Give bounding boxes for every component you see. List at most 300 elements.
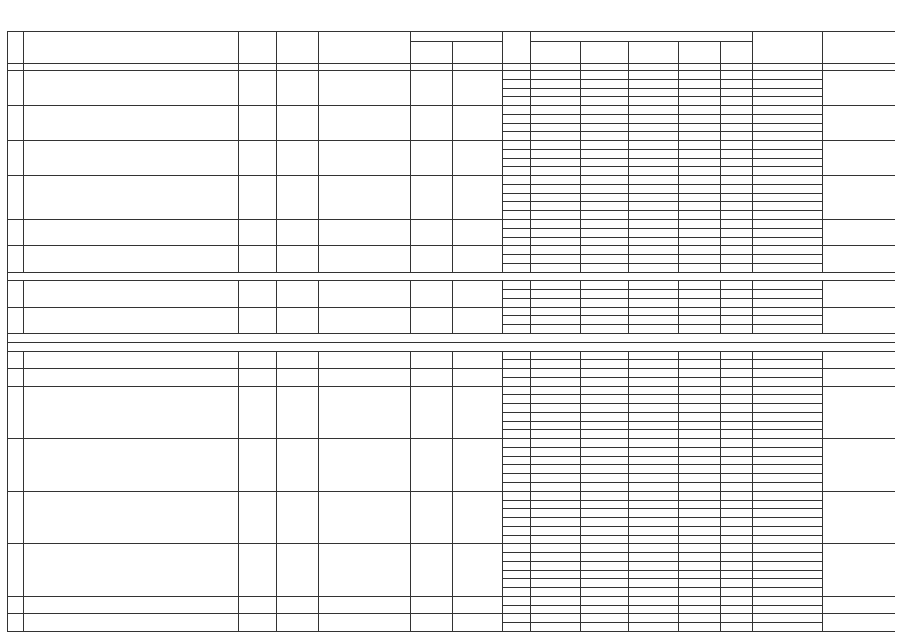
funding-extra <box>753 491 823 500</box>
funding-federal <box>581 71 629 80</box>
funding-total <box>531 79 581 88</box>
build-period <box>277 351 319 369</box>
funding-extra <box>753 211 823 220</box>
funding-federal <box>581 263 629 272</box>
funding-other <box>721 132 753 141</box>
funding-total <box>531 500 581 509</box>
funding-regional <box>629 447 679 456</box>
funding-other <box>721 614 753 623</box>
funding-total <box>531 553 581 562</box>
section-row <box>8 342 896 351</box>
funding-extra <box>753 360 823 369</box>
funding-local <box>679 71 721 80</box>
funding-extra <box>753 132 823 141</box>
funding-extra <box>753 97 823 106</box>
row-number <box>8 220 24 246</box>
beneficiary <box>823 491 896 544</box>
funding-extra <box>753 141 823 150</box>
column-index <box>721 64 753 71</box>
financing-year <box>503 114 531 123</box>
funding-other <box>721 421 753 430</box>
funding-total <box>531 167 581 176</box>
object-capacity <box>239 491 277 544</box>
estimated-cost <box>411 281 453 307</box>
estimated-cost <box>411 246 453 272</box>
object-name <box>24 220 239 246</box>
funding-local <box>679 220 721 229</box>
funding-federal <box>581 561 629 570</box>
funding-other <box>721 623 753 632</box>
financing-year <box>503 255 531 264</box>
funding-federal <box>581 79 629 88</box>
funding-extra <box>753 596 823 605</box>
funding-extra <box>753 412 823 421</box>
funding-other <box>721 255 753 264</box>
funding-federal <box>581 123 629 132</box>
build-period <box>277 246 319 272</box>
object-capacity <box>239 106 277 141</box>
financing-year <box>503 386 531 395</box>
financing-year <box>503 465 531 474</box>
object-capacity <box>239 386 277 439</box>
section-title <box>8 333 896 342</box>
object-capacity <box>239 544 277 597</box>
funding-other <box>721 482 753 491</box>
funding-regional <box>629 421 679 430</box>
funding-total <box>531 377 581 386</box>
funding-regional <box>629 518 679 527</box>
beneficiary <box>823 614 896 632</box>
funding-other <box>721 167 753 176</box>
header-group-funding <box>531 32 753 42</box>
funding-local <box>679 202 721 211</box>
funding-other <box>721 579 753 588</box>
funding-regional <box>629 395 679 404</box>
estimated-cost <box>411 351 453 369</box>
funding-regional <box>629 474 679 483</box>
funding-local <box>679 141 721 150</box>
row-number <box>8 614 24 632</box>
year-row <box>8 491 896 500</box>
estimated-cost <box>411 491 453 544</box>
financing-year <box>503 535 531 544</box>
funding-other <box>721 79 753 88</box>
financing-year <box>503 588 531 597</box>
funding-extra <box>753 281 823 290</box>
funding-regional <box>629 623 679 632</box>
funding-local <box>679 491 721 500</box>
row-number <box>8 386 24 439</box>
beneficiary <box>823 386 896 439</box>
build-period <box>277 71 319 106</box>
funding-regional <box>629 228 679 237</box>
funding-total <box>531 123 581 132</box>
funding-local <box>679 106 721 115</box>
column-index <box>453 64 503 71</box>
column-index <box>753 64 823 71</box>
object-capacity <box>239 596 277 614</box>
funding-other <box>721 386 753 395</box>
funding-total <box>531 325 581 334</box>
funding-extra <box>753 500 823 509</box>
funding-local <box>679 465 721 474</box>
estimated-cost <box>411 176 453 220</box>
funding-regional <box>629 439 679 448</box>
table-body <box>8 32 896 632</box>
funding-total <box>531 228 581 237</box>
design-documentation <box>319 281 411 307</box>
funding-extra <box>753 465 823 474</box>
funding-total <box>531 456 581 465</box>
financing-year <box>503 71 531 80</box>
funding-federal <box>581 316 629 325</box>
funding-other <box>721 377 753 386</box>
funding-extra <box>753 255 823 264</box>
row-number <box>8 351 24 369</box>
financing-year <box>503 263 531 272</box>
funding-regional <box>629 255 679 264</box>
estimated-cost <box>411 307 453 333</box>
funding-regional <box>629 290 679 299</box>
remaining-cost <box>453 141 503 176</box>
design-documentation <box>319 307 411 333</box>
funding-other <box>721 193 753 202</box>
financing-year <box>503 123 531 132</box>
year-row <box>8 246 896 255</box>
build-period <box>277 307 319 333</box>
build-period <box>277 369 319 387</box>
financing-year <box>503 307 531 316</box>
funding-total <box>531 509 581 518</box>
object-capacity <box>239 246 277 272</box>
funding-total <box>531 193 581 202</box>
funding-extra <box>753 71 823 80</box>
funding-extra <box>753 570 823 579</box>
funding-other <box>721 360 753 369</box>
funding-other <box>721 518 753 527</box>
object-name <box>24 141 239 176</box>
build-period <box>277 491 319 544</box>
funding-other <box>721 535 753 544</box>
funding-federal <box>581 404 629 413</box>
funding-extra <box>753 386 823 395</box>
object-capacity <box>239 176 277 220</box>
funding-local <box>679 474 721 483</box>
funding-local <box>679 482 721 491</box>
funding-extra <box>753 395 823 404</box>
year-row <box>8 106 896 115</box>
funding-regional <box>629 106 679 115</box>
funding-other <box>721 605 753 614</box>
funding-extra <box>753 518 823 527</box>
funding-regional <box>629 509 679 518</box>
column-index <box>24 64 239 71</box>
financing-year <box>503 228 531 237</box>
year-row <box>8 307 896 316</box>
year-row <box>8 141 896 150</box>
funding-regional <box>629 526 679 535</box>
column-index <box>277 64 319 71</box>
column-index <box>319 64 411 71</box>
funding-local <box>679 211 721 220</box>
funding-extra <box>753 482 823 491</box>
funding-regional <box>629 158 679 167</box>
funding-extra <box>753 202 823 211</box>
funding-extra <box>753 114 823 123</box>
funding-total <box>531 474 581 483</box>
funding-other <box>721 71 753 80</box>
funding-other <box>721 395 753 404</box>
funding-total <box>531 246 581 255</box>
object-name <box>24 307 239 333</box>
funding-extra <box>753 404 823 413</box>
object-capacity <box>239 351 277 369</box>
column-index <box>679 64 721 71</box>
funding-extra <box>753 167 823 176</box>
funding-regional <box>629 88 679 97</box>
funding-total <box>531 421 581 430</box>
funding-regional <box>629 167 679 176</box>
funding-federal <box>581 579 629 588</box>
funding-total <box>531 202 581 211</box>
year-row <box>8 369 896 378</box>
financing-table-wrapper <box>7 31 895 632</box>
funding-other <box>721 596 753 605</box>
funding-local <box>679 158 721 167</box>
funding-total <box>531 263 581 272</box>
funding-regional <box>629 561 679 570</box>
funding-regional <box>629 570 679 579</box>
object-name <box>24 386 239 439</box>
section-row <box>8 333 896 342</box>
funding-other <box>721 544 753 553</box>
object-name <box>24 596 239 614</box>
row-number <box>8 71 24 106</box>
funding-total <box>531 149 581 158</box>
column-index <box>8 64 24 71</box>
funding-federal <box>581 106 629 115</box>
funding-total <box>531 439 581 448</box>
funding-local <box>679 255 721 264</box>
funding-federal <box>581 570 629 579</box>
financing-year <box>503 184 531 193</box>
object-name <box>24 439 239 492</box>
funding-total <box>531 290 581 299</box>
funding-extra <box>753 88 823 97</box>
funding-total <box>531 623 581 632</box>
funding-total <box>531 184 581 193</box>
funding-extra <box>753 237 823 246</box>
funding-total <box>531 518 581 527</box>
funding-total <box>531 88 581 97</box>
object-capacity <box>239 220 277 246</box>
funding-other <box>721 412 753 421</box>
funding-regional <box>629 71 679 80</box>
funding-extra <box>753 544 823 553</box>
row-number <box>8 176 24 220</box>
financing-year <box>503 526 531 535</box>
financing-year <box>503 193 531 202</box>
funding-local <box>679 184 721 193</box>
funding-regional <box>629 456 679 465</box>
funding-local <box>679 579 721 588</box>
build-period <box>277 614 319 632</box>
funding-total <box>531 369 581 378</box>
funding-local <box>679 553 721 562</box>
funding-local <box>679 605 721 614</box>
financing-year <box>503 79 531 88</box>
funding-extra <box>753 474 823 483</box>
funding-extra <box>753 553 823 562</box>
funding-other <box>721 290 753 299</box>
remaining-cost <box>453 71 503 106</box>
funding-extra <box>753 377 823 386</box>
funding-total <box>531 404 581 413</box>
beneficiary <box>823 141 896 176</box>
funding-federal <box>581 290 629 299</box>
build-period <box>277 106 319 141</box>
funding-extra <box>753 351 823 360</box>
funding-local <box>679 544 721 553</box>
funding-extra <box>753 123 823 132</box>
beneficiary <box>823 351 896 369</box>
design-documentation <box>319 439 411 492</box>
funding-regional <box>629 184 679 193</box>
funding-other <box>721 570 753 579</box>
object-name <box>24 544 239 597</box>
estimated-cost <box>411 141 453 176</box>
financing-year <box>503 325 531 334</box>
funding-federal <box>581 325 629 334</box>
build-period <box>277 220 319 246</box>
design-documentation <box>319 614 411 632</box>
funding-federal <box>581 167 629 176</box>
funding-other <box>721 141 753 150</box>
funding-federal <box>581 255 629 264</box>
financing-year <box>503 596 531 605</box>
funding-federal <box>581 535 629 544</box>
funding-extra <box>753 561 823 570</box>
row-number <box>8 246 24 272</box>
financing-year <box>503 211 531 220</box>
funding-federal <box>581 412 629 421</box>
funding-local <box>679 316 721 325</box>
financing-year <box>503 421 531 430</box>
remaining-cost <box>453 220 503 246</box>
funding-other <box>721 588 753 597</box>
funding-other <box>721 447 753 456</box>
financing-year <box>503 360 531 369</box>
funding-regional <box>629 246 679 255</box>
financing-year <box>503 395 531 404</box>
financing-year <box>503 281 531 290</box>
design-documentation <box>319 71 411 106</box>
financing-year <box>503 141 531 150</box>
funding-federal <box>581 176 629 185</box>
funding-extra <box>753 316 823 325</box>
remaining-cost <box>453 369 503 387</box>
section-title <box>8 342 896 351</box>
remaining-cost <box>453 614 503 632</box>
financing-year <box>503 474 531 483</box>
financing-year <box>503 570 531 579</box>
object-capacity <box>239 281 277 307</box>
funding-total <box>531 482 581 491</box>
funding-extra <box>753 421 823 430</box>
financing-year <box>503 88 531 97</box>
funding-local <box>679 570 721 579</box>
financing-year <box>503 561 531 570</box>
header-cell <box>453 42 503 64</box>
funding-total <box>531 491 581 500</box>
section-row <box>8 272 896 281</box>
funding-regional <box>629 360 679 369</box>
beneficiary <box>823 106 896 141</box>
column-index <box>531 64 581 71</box>
year-row <box>8 351 896 360</box>
funding-extra <box>753 149 823 158</box>
funding-extra <box>753 509 823 518</box>
remaining-cost <box>453 386 503 439</box>
funding-other <box>721 369 753 378</box>
funding-federal <box>581 623 629 632</box>
estimated-cost <box>411 544 453 597</box>
funding-federal <box>581 421 629 430</box>
funding-extra <box>753 184 823 193</box>
funding-regional <box>629 482 679 491</box>
funding-extra <box>753 79 823 88</box>
build-period <box>277 439 319 492</box>
funding-regional <box>629 386 679 395</box>
financing-year <box>503 623 531 632</box>
financing-year <box>503 500 531 509</box>
funding-total <box>531 255 581 264</box>
funding-local <box>679 193 721 202</box>
year-row <box>8 614 896 623</box>
funding-total <box>531 211 581 220</box>
funding-federal <box>581 518 629 527</box>
funding-extra <box>753 290 823 299</box>
financing-year <box>503 509 531 518</box>
remaining-cost <box>453 596 503 614</box>
funding-local <box>679 623 721 632</box>
beneficiary <box>823 307 896 333</box>
funding-other <box>721 149 753 158</box>
column-index <box>411 64 453 71</box>
header-cell <box>721 42 753 64</box>
column-index <box>823 64 896 71</box>
funding-total <box>531 316 581 325</box>
funding-regional <box>629 114 679 123</box>
funding-local <box>679 509 721 518</box>
financing-year <box>503 412 531 421</box>
funding-regional <box>629 553 679 562</box>
funding-extra <box>753 263 823 272</box>
funding-local <box>679 561 721 570</box>
year-row <box>8 439 896 448</box>
funding-local <box>679 526 721 535</box>
funding-other <box>721 184 753 193</box>
year-row <box>8 220 896 229</box>
financing-year <box>503 351 531 360</box>
funding-local <box>679 123 721 132</box>
funding-federal <box>581 588 629 597</box>
funding-total <box>531 561 581 570</box>
design-documentation <box>319 176 411 220</box>
funding-extra <box>753 456 823 465</box>
funding-other <box>721 325 753 334</box>
funding-extra <box>753 369 823 378</box>
